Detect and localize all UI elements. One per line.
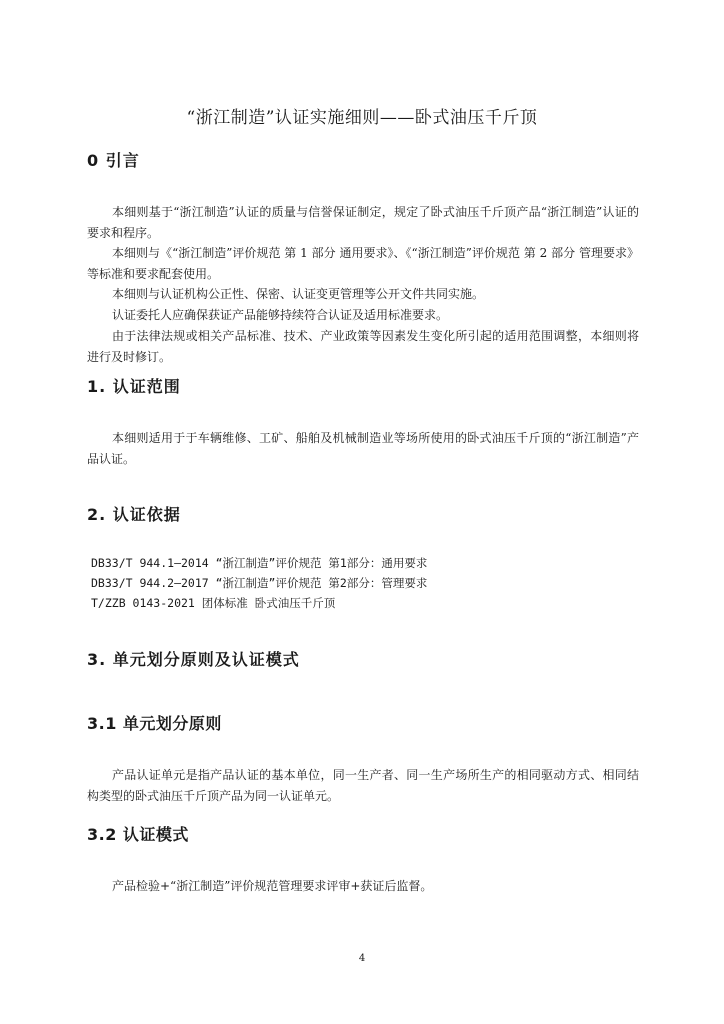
- intro-paragraph-4: 认证委托人应确保获证产品能够持续符合认证及适用标准要求。: [112, 308, 449, 322]
- intro-paragraph-3: 本细则与认证机构公正性、保密、认证变更管理等公开文件共同实施。: [112, 287, 485, 301]
- scope-paragraph: 本细则适用于于车辆维修、工矿、船舶及机械制造业等场所使用的卧式油压千斤顶的“浙江制造”产品认证。: [87, 431, 639, 466]
- reference-standard-3: T/ZZB 0143-2021 团体标准 卧式油压千斤顶: [91, 596, 336, 610]
- section-heading-scope: 1. 认证范围: [87, 377, 181, 396]
- subsection-heading-principle: 3.1 单元划分原则: [87, 714, 222, 733]
- intro-paragraph-5: 由于法律法规或相关产品标准、技术、产业政策等因素发生变化所引起的适用范围调整，本细则将进行及时修订。: [87, 329, 639, 364]
- section-heading-intro: 0 引言: [87, 151, 140, 170]
- page-number: 4: [358, 953, 366, 964]
- reference-standard-1: DB33/T 944.1—2014 “浙江制造”评价规范 第1部分：通用要求: [91, 556, 428, 570]
- mode-paragraph: 产品检验+“浙江制造”评价规范管理要求评审+获证后监督。: [112, 879, 433, 893]
- section-heading-basis: 2. 认证依据: [87, 505, 181, 524]
- reference-standard-2: DB33/T 944.2—2017 “浙江制造”评价规范 第2部分：管理要求: [91, 576, 428, 590]
- intro-paragraph-2: 本细则与《“浙江制造”评价规范 第 1 部分 通用要求》、《“浙江制造”评价规范 第 2 部分 管理要求》等标准和要求配套使用。: [87, 246, 639, 281]
- document-title: “浙江制造”认证实施细则——卧式油压千斤顶: [186, 108, 538, 128]
- principle-paragraph: 产品认证单元是指产品认证的基本单位，同一生产者、同一生产场所生产的相同驱动方式、相同结构类型的卧式油压千斤顶产品为同一认证单元。: [87, 768, 639, 803]
- section-heading-units: 3. 单元划分原则及认证模式: [87, 650, 300, 669]
- subsection-heading-mode: 3.2 认证模式: [87, 825, 189, 844]
- intro-paragraph-1: 本细则基于“浙江制造”认证的质量与信誉保证制定，规定了卧式油压千斤顶产品“浙江制造”认证的要求和程序。: [87, 205, 639, 240]
